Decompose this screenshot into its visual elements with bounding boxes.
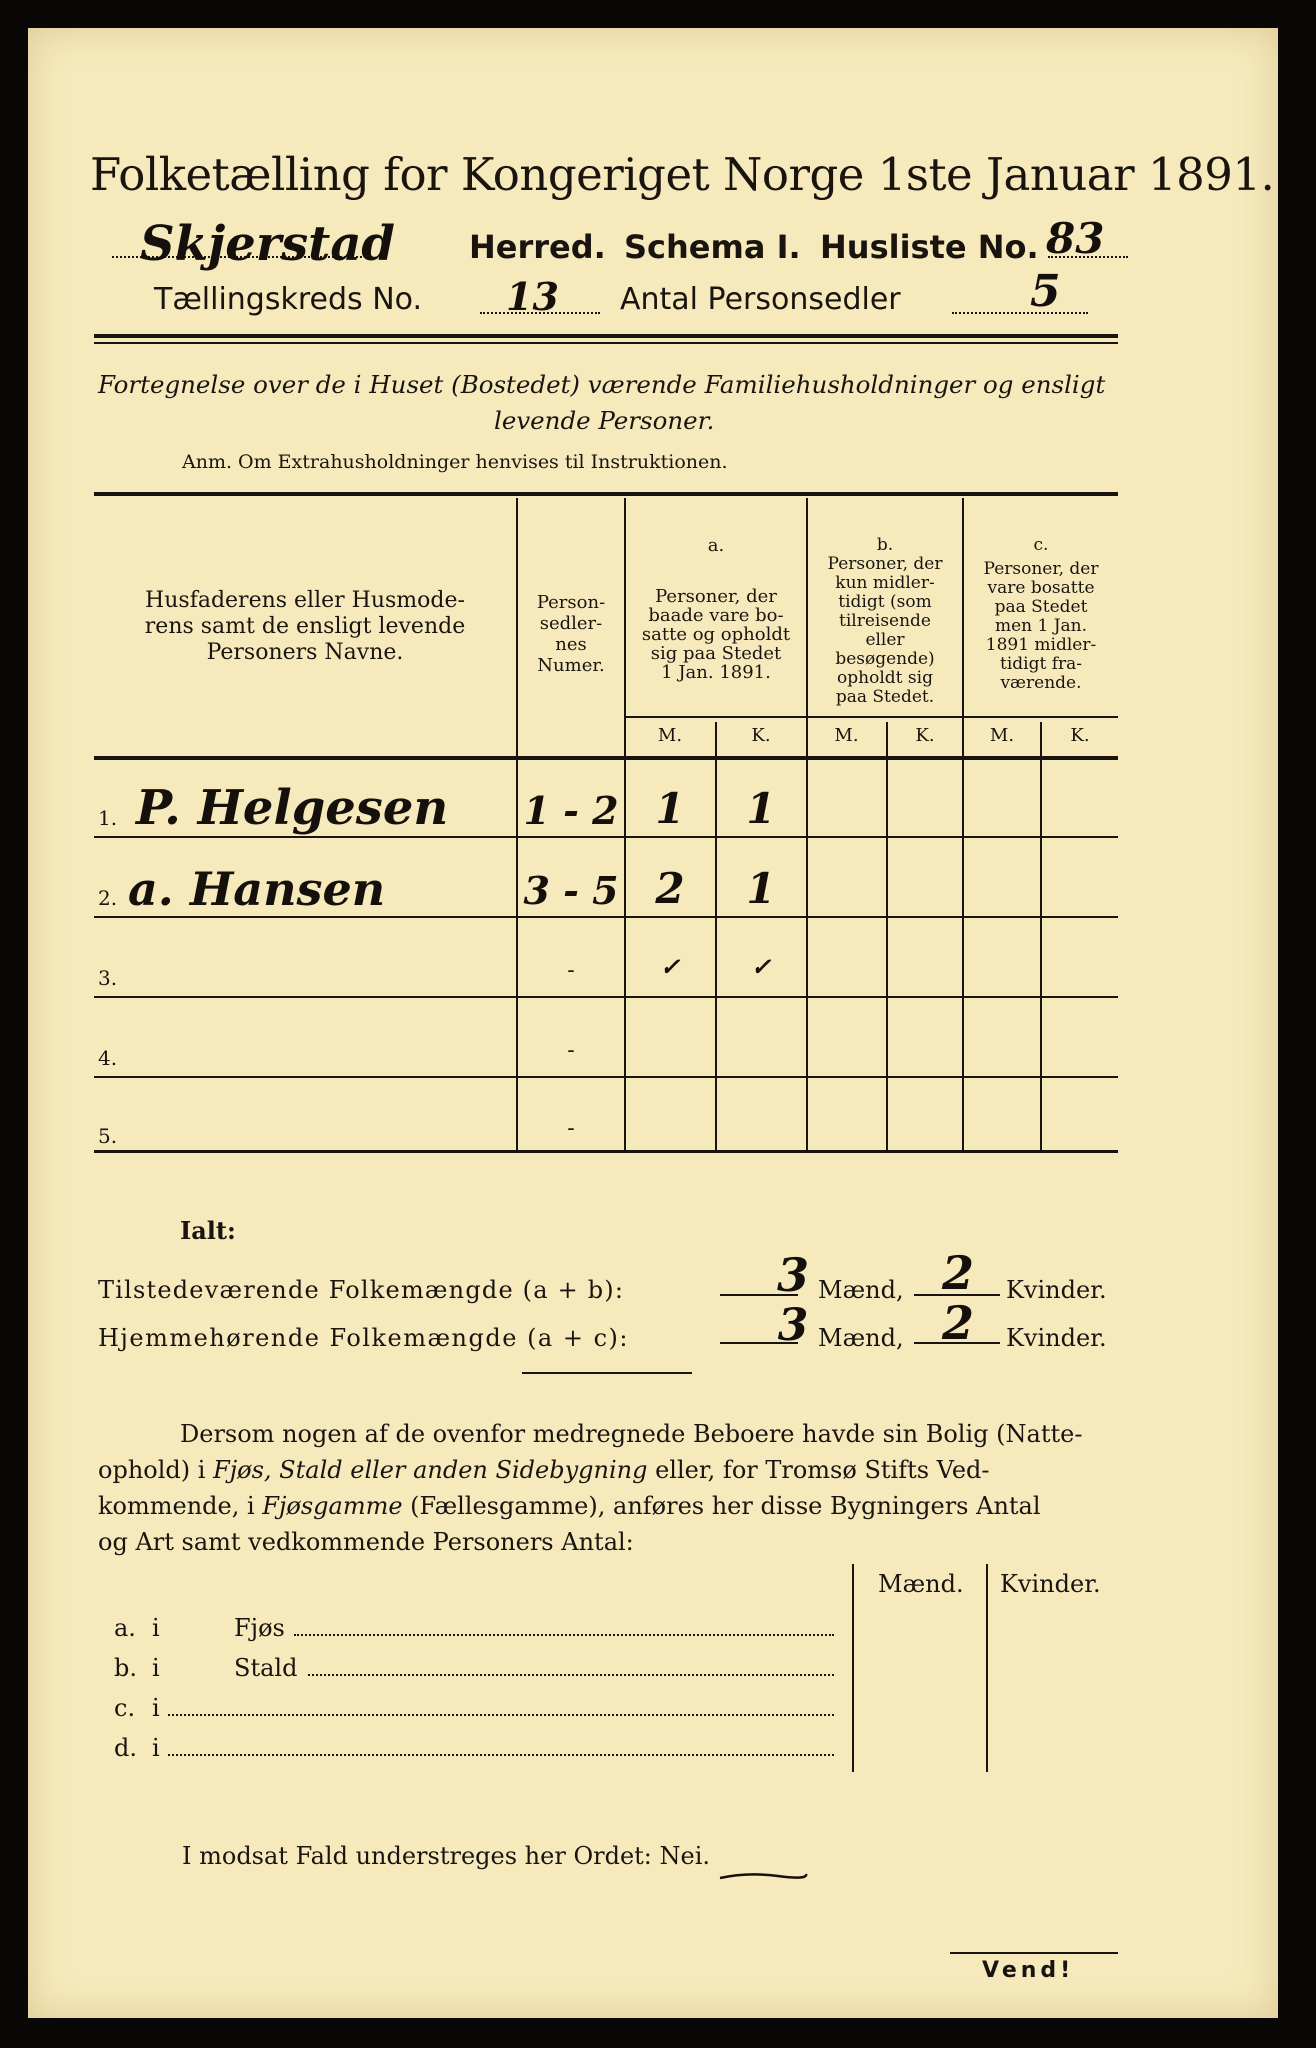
tilstede-kvinder: Kvinder. xyxy=(1006,1276,1107,1304)
bolig-item-dots xyxy=(168,1714,834,1716)
header-a-line2: baade vare bo- xyxy=(648,605,784,626)
bolig-line2b: Fjøs, Stald eller anden Sidebygning xyxy=(213,1456,648,1484)
col-rule-mk-c xyxy=(1040,722,1042,1150)
bolig-item-i: i xyxy=(152,1654,160,1682)
header-b-line8: paa Stedet. xyxy=(835,687,935,707)
kreds-label: Tællingskreds No. xyxy=(154,282,422,317)
header-a-letter: a. xyxy=(707,535,725,556)
row-numer: - xyxy=(567,1116,575,1141)
b-k-label: K. xyxy=(915,725,935,746)
c-m-label: M. xyxy=(989,725,1015,746)
tilstede-k-value: 2 xyxy=(941,1246,974,1300)
header-a-line5: 1 Jan. 1891. xyxy=(661,662,771,683)
header-b-letter: b. xyxy=(876,535,894,555)
header-a-line4: sig paa Stedet xyxy=(650,643,782,664)
bolig-line3 xyxy=(98,1492,1041,1520)
tilstede-maend: Mænd, xyxy=(818,1276,904,1304)
modsat-line xyxy=(182,1842,710,1870)
header-names-line3: Personers Navne. xyxy=(206,640,404,665)
ialt-label: Ialt: xyxy=(180,1216,236,1245)
bolig-line3a: kommende, i xyxy=(98,1492,263,1520)
modsat-text: I modsat Fald understreges her Ordet: xyxy=(182,1842,660,1870)
table-bottom-rule xyxy=(94,1150,1118,1153)
header-rule-thin xyxy=(94,342,1118,344)
intro-note: Anm. Om Extrahusholdninger henvises til Instruktionen. xyxy=(182,451,728,473)
header-b-line5: eller xyxy=(865,630,905,650)
bolig-line3b: Fjøsgamme xyxy=(262,1492,403,1520)
row-numer: - xyxy=(567,958,575,983)
bolig-line2c: eller, for Tromsø Stifts Ved- xyxy=(647,1456,990,1484)
intro-line1: Fortegnelse over de i Huset (Bostedet) værende Familiehusholdninger og ensligt xyxy=(98,370,1106,399)
header-b-line3: tidigt (som xyxy=(838,592,932,612)
husliste-label: Husliste No. xyxy=(820,228,1039,266)
header-c-line6: tidigt fra- xyxy=(999,654,1082,674)
row-a-k: 1 xyxy=(746,864,776,913)
bolig-item-i: i xyxy=(152,1734,160,1762)
row-line-3 xyxy=(94,996,1118,998)
form-title: Folketælling for Kongeriget Norge 1ste Januar 1891. xyxy=(90,148,1275,201)
row-number: 5. xyxy=(98,1124,118,1148)
hjemme-maend: Mænd, xyxy=(818,1324,904,1352)
row-numer: 1 - 2 xyxy=(523,788,619,833)
bolig-line2 xyxy=(98,1456,990,1484)
row-line-4 xyxy=(94,1076,1118,1078)
header-numer-line3: nes xyxy=(555,634,587,655)
nei-underline xyxy=(718,1868,808,1884)
census-form xyxy=(28,28,1278,2018)
herred-label: Herred. xyxy=(469,228,606,266)
bolig-item-letter: c. xyxy=(114,1694,136,1722)
c-k-label: K. xyxy=(1070,725,1090,746)
herred-value: Skjerstad xyxy=(140,216,395,272)
header-a-line3: satte og opholdt xyxy=(641,624,791,645)
header-c-line3: paa Stedet xyxy=(994,597,1088,617)
hjemme-label: Hjemmehørende Folkemængde (a + c): xyxy=(98,1324,629,1352)
b-m-label: M. xyxy=(834,725,859,746)
header-names-line1: Husfaderens eller Husmode- xyxy=(145,588,465,613)
header-b-line1: Personer, der xyxy=(827,554,943,574)
tilstede-m-value: 3 xyxy=(776,1248,809,1302)
header-b xyxy=(808,536,962,707)
header-c-line2: vare bosatte xyxy=(987,578,1095,598)
row-a-m: 1 xyxy=(655,784,685,833)
bolig-item-label: Fjøs xyxy=(234,1614,285,1642)
bolig-line2a: ophold) i xyxy=(98,1456,214,1484)
header-rule xyxy=(94,334,1118,338)
bolig-line1: Dersom nogen af de ovenfor medregnede Beboere havde sin Bolig (Natte- xyxy=(180,1420,1083,1448)
header-numer-line2: sedler- xyxy=(539,613,603,634)
bolig-item-letter: d. xyxy=(114,1734,137,1762)
bolig-line4: og Art samt vedkommende Personers Antal: xyxy=(98,1528,634,1556)
personsedler-dots xyxy=(952,312,1088,314)
a-m-label: M. xyxy=(657,725,683,746)
header-c-line7: værende. xyxy=(1000,673,1082,693)
bolig-item-dots xyxy=(168,1754,834,1756)
bolig-item-dots xyxy=(308,1674,834,1676)
header-b-line7: opholdt sig xyxy=(837,668,933,688)
header-numer-line4: Numer. xyxy=(537,655,605,676)
schema-label: Schema I. xyxy=(624,228,801,266)
nei-word: Nei. xyxy=(659,1842,711,1870)
vend-rule xyxy=(950,1952,1118,1954)
row-a-m: ✓ xyxy=(659,952,681,981)
header-b-line4: tilreisende xyxy=(838,611,931,631)
row-a-k: 1 xyxy=(746,784,776,833)
bolig-item-letter: b. xyxy=(114,1654,137,1682)
header-c-letter: c. xyxy=(1033,535,1049,555)
row-a-k: ✓ xyxy=(750,952,772,981)
personsedler-value: 5 xyxy=(1030,266,1061,317)
bolig-item-i: i xyxy=(152,1694,160,1722)
table-header-rule xyxy=(94,756,1118,760)
husliste-value: 83 xyxy=(1046,214,1105,263)
header-c xyxy=(964,536,1118,693)
row-number: 2. xyxy=(98,886,118,910)
row-line-1 xyxy=(94,836,1118,838)
header-c-line5: 1891 midler- xyxy=(985,635,1097,655)
table-top-rule xyxy=(94,492,1118,496)
row-a-m: 2 xyxy=(655,864,685,913)
kreds-value: 13 xyxy=(506,274,559,319)
row-name: a. Hansen xyxy=(128,862,386,916)
col-rule-mk-b xyxy=(886,722,888,1150)
hjemme-kvinder: Kvinder. xyxy=(1006,1324,1107,1352)
bolig-kvinder-header: Kvinder. xyxy=(1000,1570,1101,1598)
vend-label: Vend! xyxy=(982,1958,1075,1983)
header-c-line1: Personer, der xyxy=(983,559,1099,579)
header-a xyxy=(626,536,806,682)
bolig-item-i: i xyxy=(152,1614,160,1642)
row-number: 1. xyxy=(98,806,118,830)
header-names-line2: rens samt de ensligt levende xyxy=(144,614,466,639)
bolig-maend-header: Mænd. xyxy=(878,1570,964,1598)
header-names xyxy=(100,588,510,666)
a-k-label: K. xyxy=(751,725,771,746)
section-divider xyxy=(522,1372,692,1374)
bolig-item-letter: a. xyxy=(114,1614,136,1642)
hjemme-k-value: 2 xyxy=(941,1296,974,1350)
tilstede-label: Tilstedeværende Folkemængde (a + b): xyxy=(98,1276,625,1304)
row-numer: 3 - 5 xyxy=(523,868,619,913)
bolig-col-rule-2 xyxy=(986,1564,988,1772)
row-number: 3. xyxy=(98,966,118,990)
bolig-col-rule-1 xyxy=(852,1564,854,1772)
header-numer xyxy=(518,592,624,676)
personsedler-label: Antal Personsedler xyxy=(620,282,901,317)
row-numer: - xyxy=(567,1038,575,1063)
row-name: P. Helgesen xyxy=(136,780,449,836)
row-number: 4. xyxy=(98,1046,118,1070)
header-b-line6: besøgende) xyxy=(835,649,935,669)
mk-rule xyxy=(624,716,1118,718)
bolig-item-label: Stald xyxy=(234,1654,298,1682)
intro-line2: levende Personer. xyxy=(494,406,715,435)
header-b-line2: kun midler- xyxy=(835,573,935,593)
bolig-item-dots xyxy=(294,1634,834,1636)
header-c-line4: men 1 Jan. xyxy=(994,616,1088,636)
row-line-2 xyxy=(94,916,1118,918)
header-a-line1: Personer, der xyxy=(655,586,777,607)
hjemme-m-value: 3 xyxy=(777,1300,809,1351)
header-numer-line1: Person- xyxy=(536,592,606,613)
bolig-line3c: (Fællesgamme), anføres her disse Bygningers Antal xyxy=(402,1492,1041,1520)
